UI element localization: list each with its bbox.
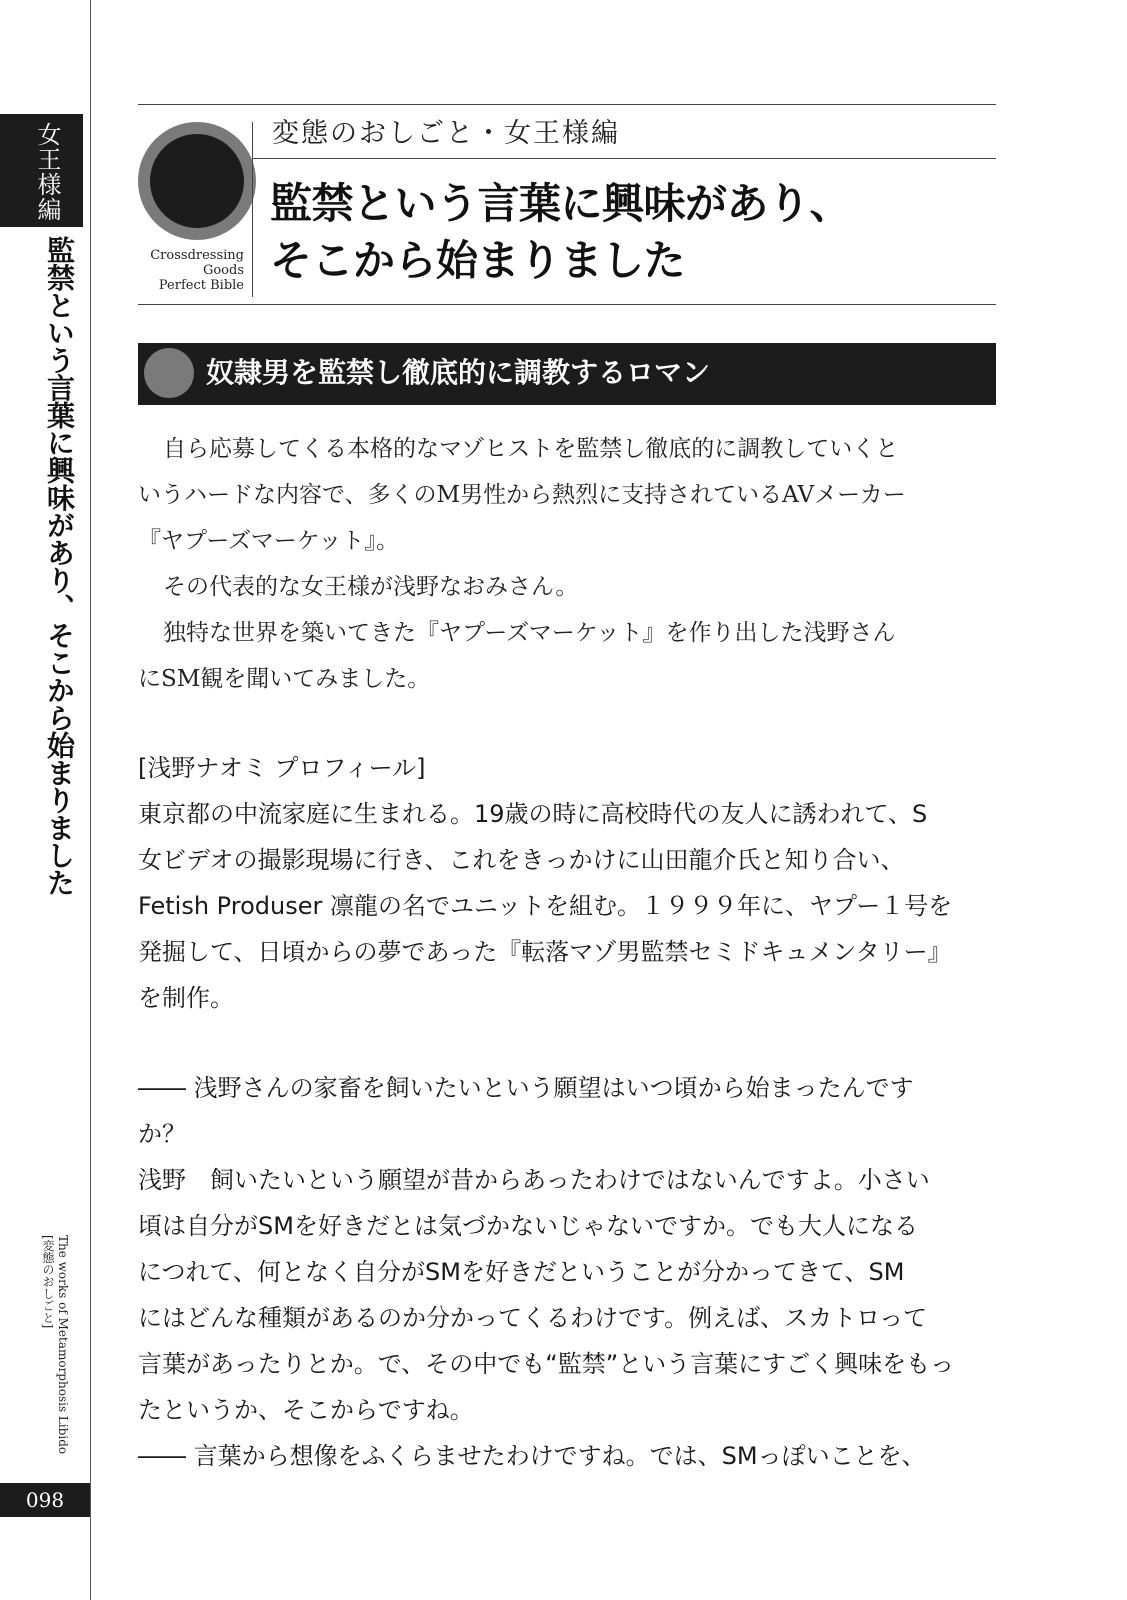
question-line: ―― 浅野さんの家畜を飼いたいという願望はいつ頃から始まったんです xyxy=(138,1074,914,1102)
section-heading: 奴隷男を監禁し徹底的に調教するロマン xyxy=(206,356,711,389)
running-title: 監禁という言葉に興味があり、そこから始まりました xyxy=(43,236,76,896)
header-circle-icon xyxy=(138,122,256,240)
answer-line: 浅野 飼いたいという願望が昔からあったわけではないんですよ。小さい xyxy=(138,1166,930,1194)
intro-line: その代表的な女王様が浅野なおみさん。 xyxy=(163,574,579,600)
header-inner-rule xyxy=(252,158,996,159)
header-bottom-rule xyxy=(138,304,996,305)
profile-line: 女ビデオの撮影現場に行き、これをきっかけに山田龍介氏と知り合い、 xyxy=(138,846,905,874)
intro-line: 独特な世界を築いてきた『ヤプーズマーケット』を作り出した浅野さん xyxy=(163,620,896,646)
article-title xyxy=(270,175,851,289)
interview-block xyxy=(138,1065,998,1479)
intro-line: にSM観を聞いてみました。 xyxy=(138,666,431,692)
question-line: ―― 言葉から想像をふくらませたわけですね。では、SMっぽいことを、 xyxy=(138,1442,926,1470)
brand-line-1: Crossdressing xyxy=(150,248,244,263)
answer-line: にはどんな種類があるのか分かってくるわけです。例えば、スカトロって xyxy=(138,1304,928,1332)
answer-line: につれて、何となく自分がSMを好きだということが分かってきて、SM xyxy=(138,1258,905,1286)
page-number: 098 xyxy=(0,1483,90,1517)
chapter-tab-label: 女王様編 xyxy=(33,122,61,222)
credit-line-2: [変態のおしごと] xyxy=(41,1235,55,1329)
brand-block xyxy=(138,248,244,293)
section-dot-icon xyxy=(144,348,194,398)
header-top-rule xyxy=(138,104,996,105)
answer-line: 頃は自分がSMを好きだとは気づかないじゃないですか。でも大人になる xyxy=(138,1212,918,1240)
profile-block xyxy=(138,745,998,1021)
running-credit xyxy=(40,1235,70,1454)
credit-line-1: The works of Metamorphosis Libido xyxy=(56,1235,70,1455)
brand-line-3: Perfect Bible xyxy=(158,278,244,293)
title-line-2: そこから始まりました xyxy=(270,236,686,285)
intro-line: いうハードな内容で、多くのM男性から熱烈に支持されているAVメーカー xyxy=(138,482,906,508)
intro-text xyxy=(138,426,998,702)
intro-line: 自ら応募してくる本格的なマゾヒストを監禁し徹底的に調教していくと xyxy=(163,436,899,462)
intro-line: 『ヤプーズマーケット』。 xyxy=(138,528,400,554)
answer-line: 言葉があったりとか。で、その中でも“監禁”という言葉にすごく興味をもっ xyxy=(138,1350,955,1378)
answer-line: たというか、そこからですね。 xyxy=(138,1396,474,1424)
series-label: 変態のおしごと・女王様編 xyxy=(272,118,620,149)
title-line-1: 監禁という言葉に興味があり、 xyxy=(270,179,852,228)
profile-line: 発掘して、日頃からの夢であった『転落マゾ男監禁セミドキュメンタリー』 xyxy=(138,938,952,966)
profile-line: Fetish Produser 凛龍の名でユニットを組む。１９９９年に、ヤプー１号を xyxy=(138,892,953,920)
question-line: か？ xyxy=(138,1120,186,1148)
profile-line: を制作。 xyxy=(138,984,234,1012)
profile-line: 東京都の中流家庭に生まれる。19歳の時に高校時代の友人に誘われて、S xyxy=(138,800,928,828)
header-divider xyxy=(252,122,253,297)
margin-rule xyxy=(90,0,91,1600)
profile-heading: [浅野ナオミ プロフィール] xyxy=(138,754,426,782)
brand-line-2: Goods xyxy=(202,263,244,278)
